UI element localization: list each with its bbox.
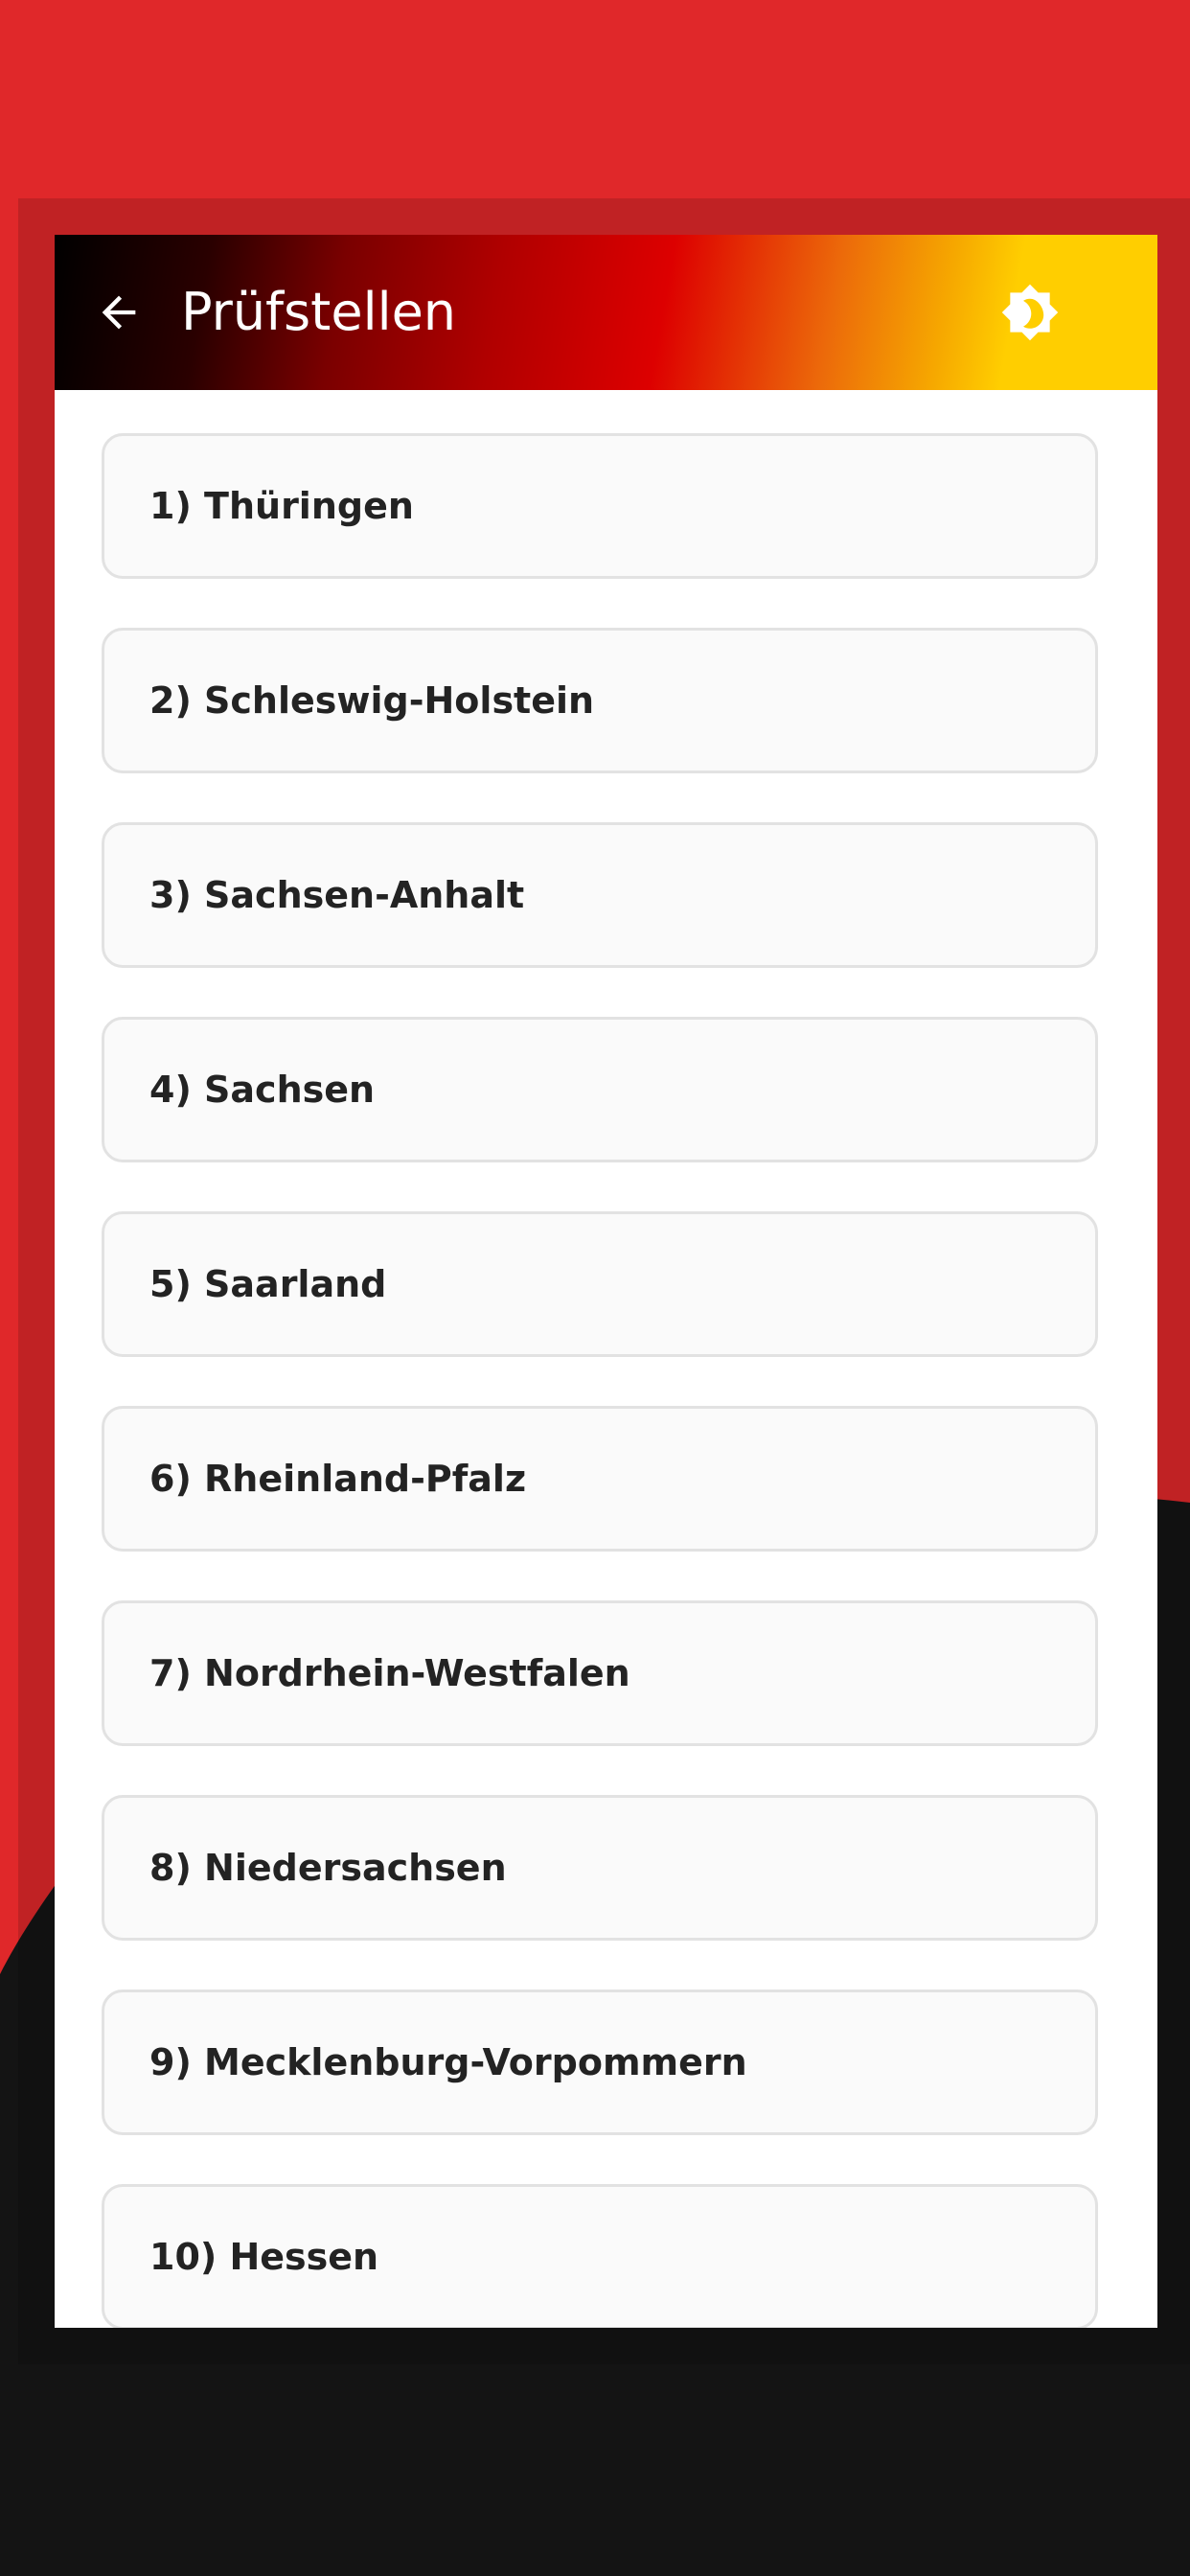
main-card	[55, 235, 1157, 2328]
list-item-label: 1) Thüringen	[149, 485, 414, 527]
back-button[interactable]	[80, 273, 158, 352]
list-item[interactable]	[102, 1600, 1098, 1746]
list-item[interactable]	[102, 628, 1098, 773]
list-item-label: 4) Sachsen	[149, 1069, 376, 1111]
list-item-label: 9) Mecklenburg-Vorpommern	[149, 2041, 747, 2083]
list-item-label: 6) Rheinland-Pfalz	[149, 1458, 527, 1500]
list-item[interactable]	[102, 433, 1098, 579]
list-item-label: 3) Sachsen-Anhalt	[149, 874, 525, 916]
list-item[interactable]	[102, 1211, 1098, 1357]
pruefstellen-list	[55, 390, 1157, 2328]
brightness-auto-icon	[1000, 283, 1060, 342]
list-item[interactable]	[102, 1795, 1098, 1941]
list-item-label: 10) Hessen	[149, 2236, 379, 2278]
list-item-label: 2) Schleswig-Holstein	[149, 679, 595, 722]
list-item[interactable]	[102, 1406, 1098, 1552]
list-item-label: 8) Niedersachsen	[149, 1847, 507, 1889]
page-title: Prüfstellen	[181, 282, 457, 342]
list-item-label: 5) Saarland	[149, 1263, 387, 1305]
list-item[interactable]	[102, 2184, 1098, 2328]
list-item[interactable]	[102, 822, 1098, 968]
theme-toggle-button[interactable]	[989, 271, 1071, 354]
app-bar	[55, 235, 1157, 390]
arrow-left-icon	[94, 288, 144, 337]
list-item[interactable]	[102, 1990, 1098, 2135]
list-item-label: 7) Nordrhein-Westfalen	[149, 1652, 630, 1694]
list-item[interactable]	[102, 1017, 1098, 1162]
